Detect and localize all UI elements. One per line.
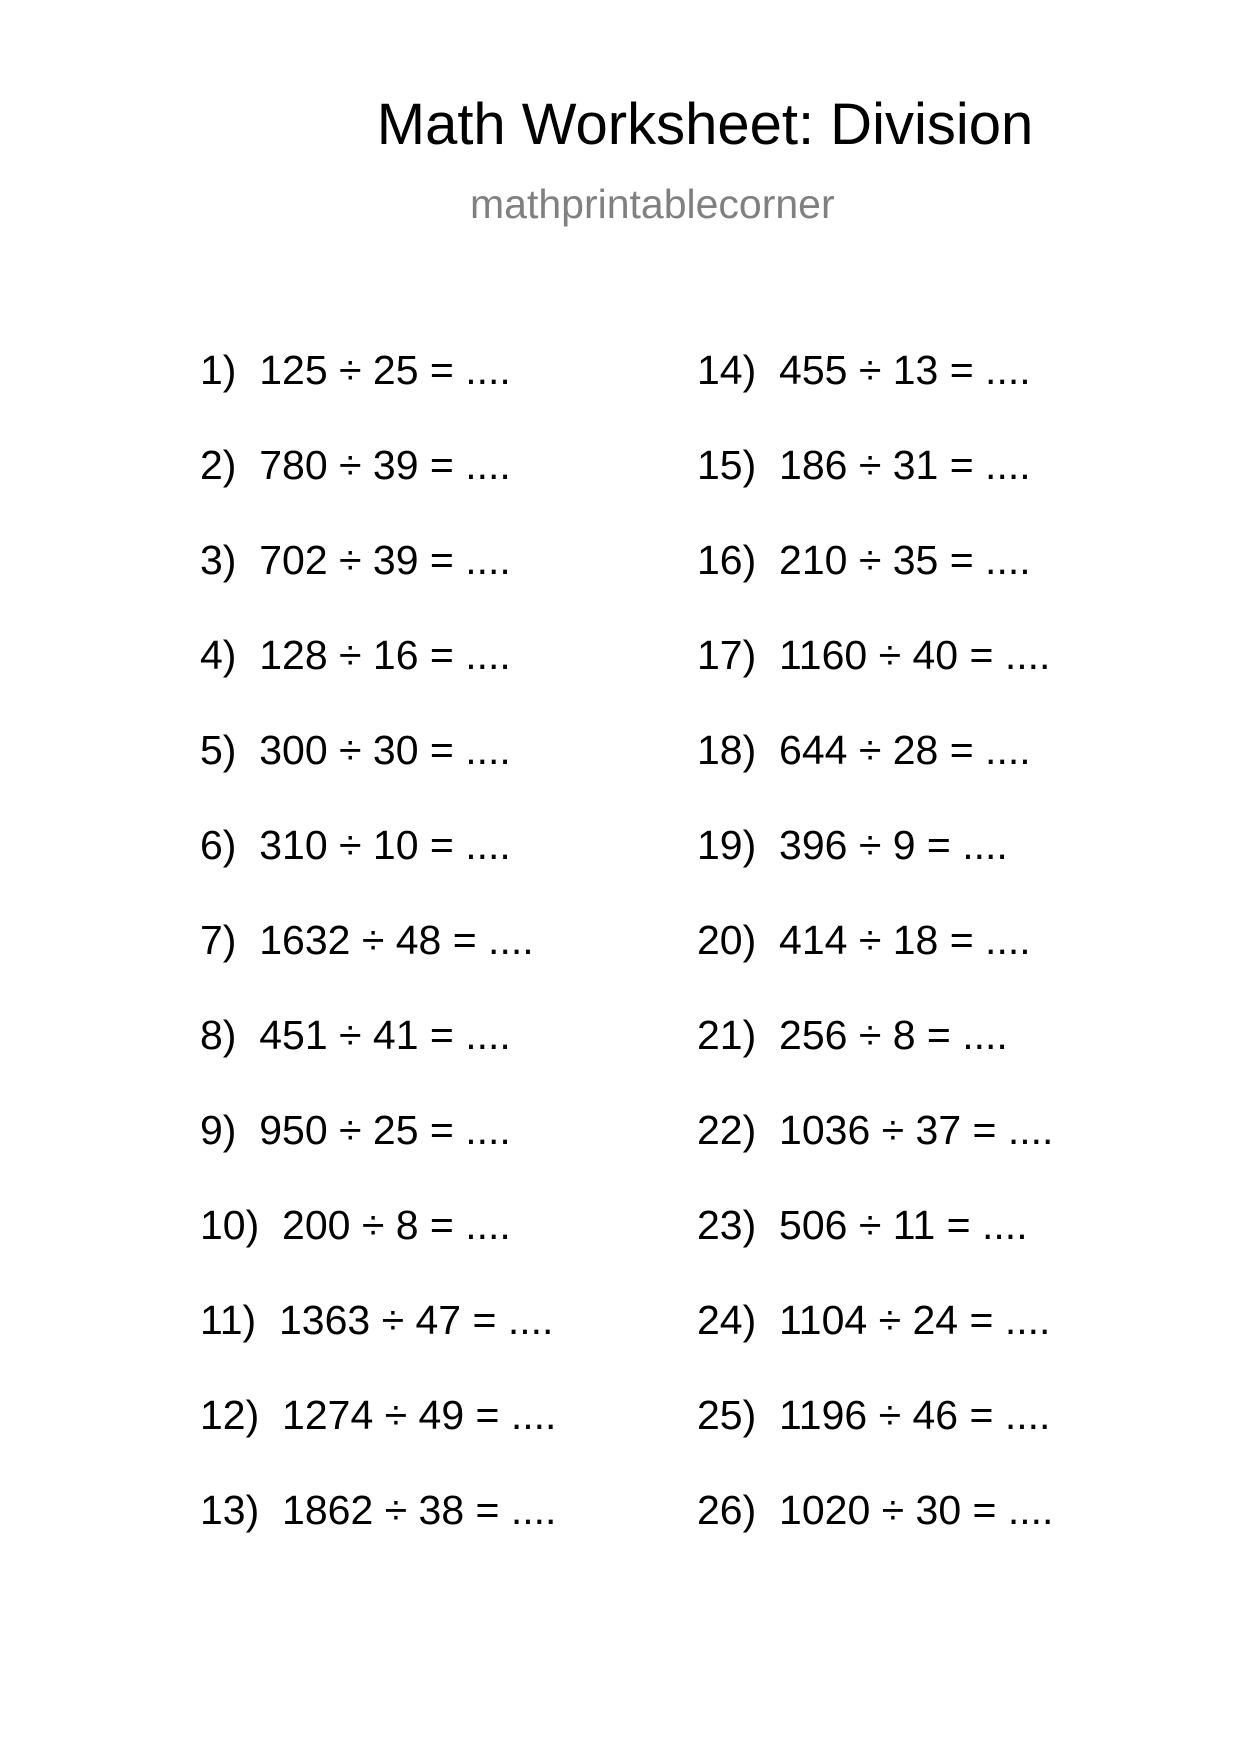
problem-item: 17) 1160 ÷ 40 = ....: [697, 632, 1051, 678]
problem-item: 20) 414 ÷ 18 = ....: [697, 917, 1031, 963]
page-title: Math Worksheet: Division: [376, 92, 1034, 157]
problem-item: 9) 950 ÷ 25 = ....: [200, 1107, 511, 1153]
problem-item: 26) 1020 ÷ 30 = ....: [697, 1487, 1054, 1533]
problem-item: 2) 780 ÷ 39 = ....: [200, 442, 511, 488]
problem-item: 14) 455 ÷ 13 = ....: [697, 347, 1031, 393]
problem-item: 1) 125 ÷ 25 = ....: [200, 347, 511, 393]
problem-item: 10) 200 ÷ 8 = ....: [200, 1202, 511, 1248]
problems-column-right: [697, 347, 1054, 1585]
problem-item: 23) 506 ÷ 11 = ....: [697, 1202, 1028, 1248]
problem-item: 3) 702 ÷ 39 = ....: [200, 537, 511, 583]
problem-item: 24) 1104 ÷ 24 = ....: [697, 1297, 1051, 1343]
problem-item: 22) 1036 ÷ 37 = ....: [697, 1107, 1054, 1153]
problem-item: 15) 186 ÷ 31 = ....: [697, 442, 1031, 488]
problem-item: 5) 300 ÷ 30 = ....: [200, 727, 511, 773]
problem-item: 16) 210 ÷ 35 = ....: [697, 537, 1031, 583]
problem-item: 18) 644 ÷ 28 = ....: [697, 727, 1031, 773]
problem-item: 12) 1274 ÷ 49 = ....: [200, 1392, 557, 1438]
problem-item: 19) 396 ÷ 9 = ....: [697, 822, 1008, 868]
problem-item: 21) 256 ÷ 8 = ....: [697, 1012, 1008, 1058]
problem-item: 6) 310 ÷ 10 = ....: [200, 822, 511, 868]
problems-column-left: [200, 347, 557, 1585]
problem-item: 11) 1363 ÷ 47 = ....: [200, 1297, 554, 1343]
problem-item: 8) 451 ÷ 41 = ....: [200, 1012, 511, 1058]
problem-item: 7) 1632 ÷ 48 = ....: [200, 917, 534, 963]
page-subtitle: mathprintablecorner: [470, 181, 835, 227]
problem-item: 25) 1196 ÷ 46 = ....: [697, 1392, 1051, 1438]
problem-item: 13) 1862 ÷ 38 = ....: [200, 1487, 557, 1533]
problem-item: 4) 128 ÷ 16 = ....: [200, 632, 511, 678]
